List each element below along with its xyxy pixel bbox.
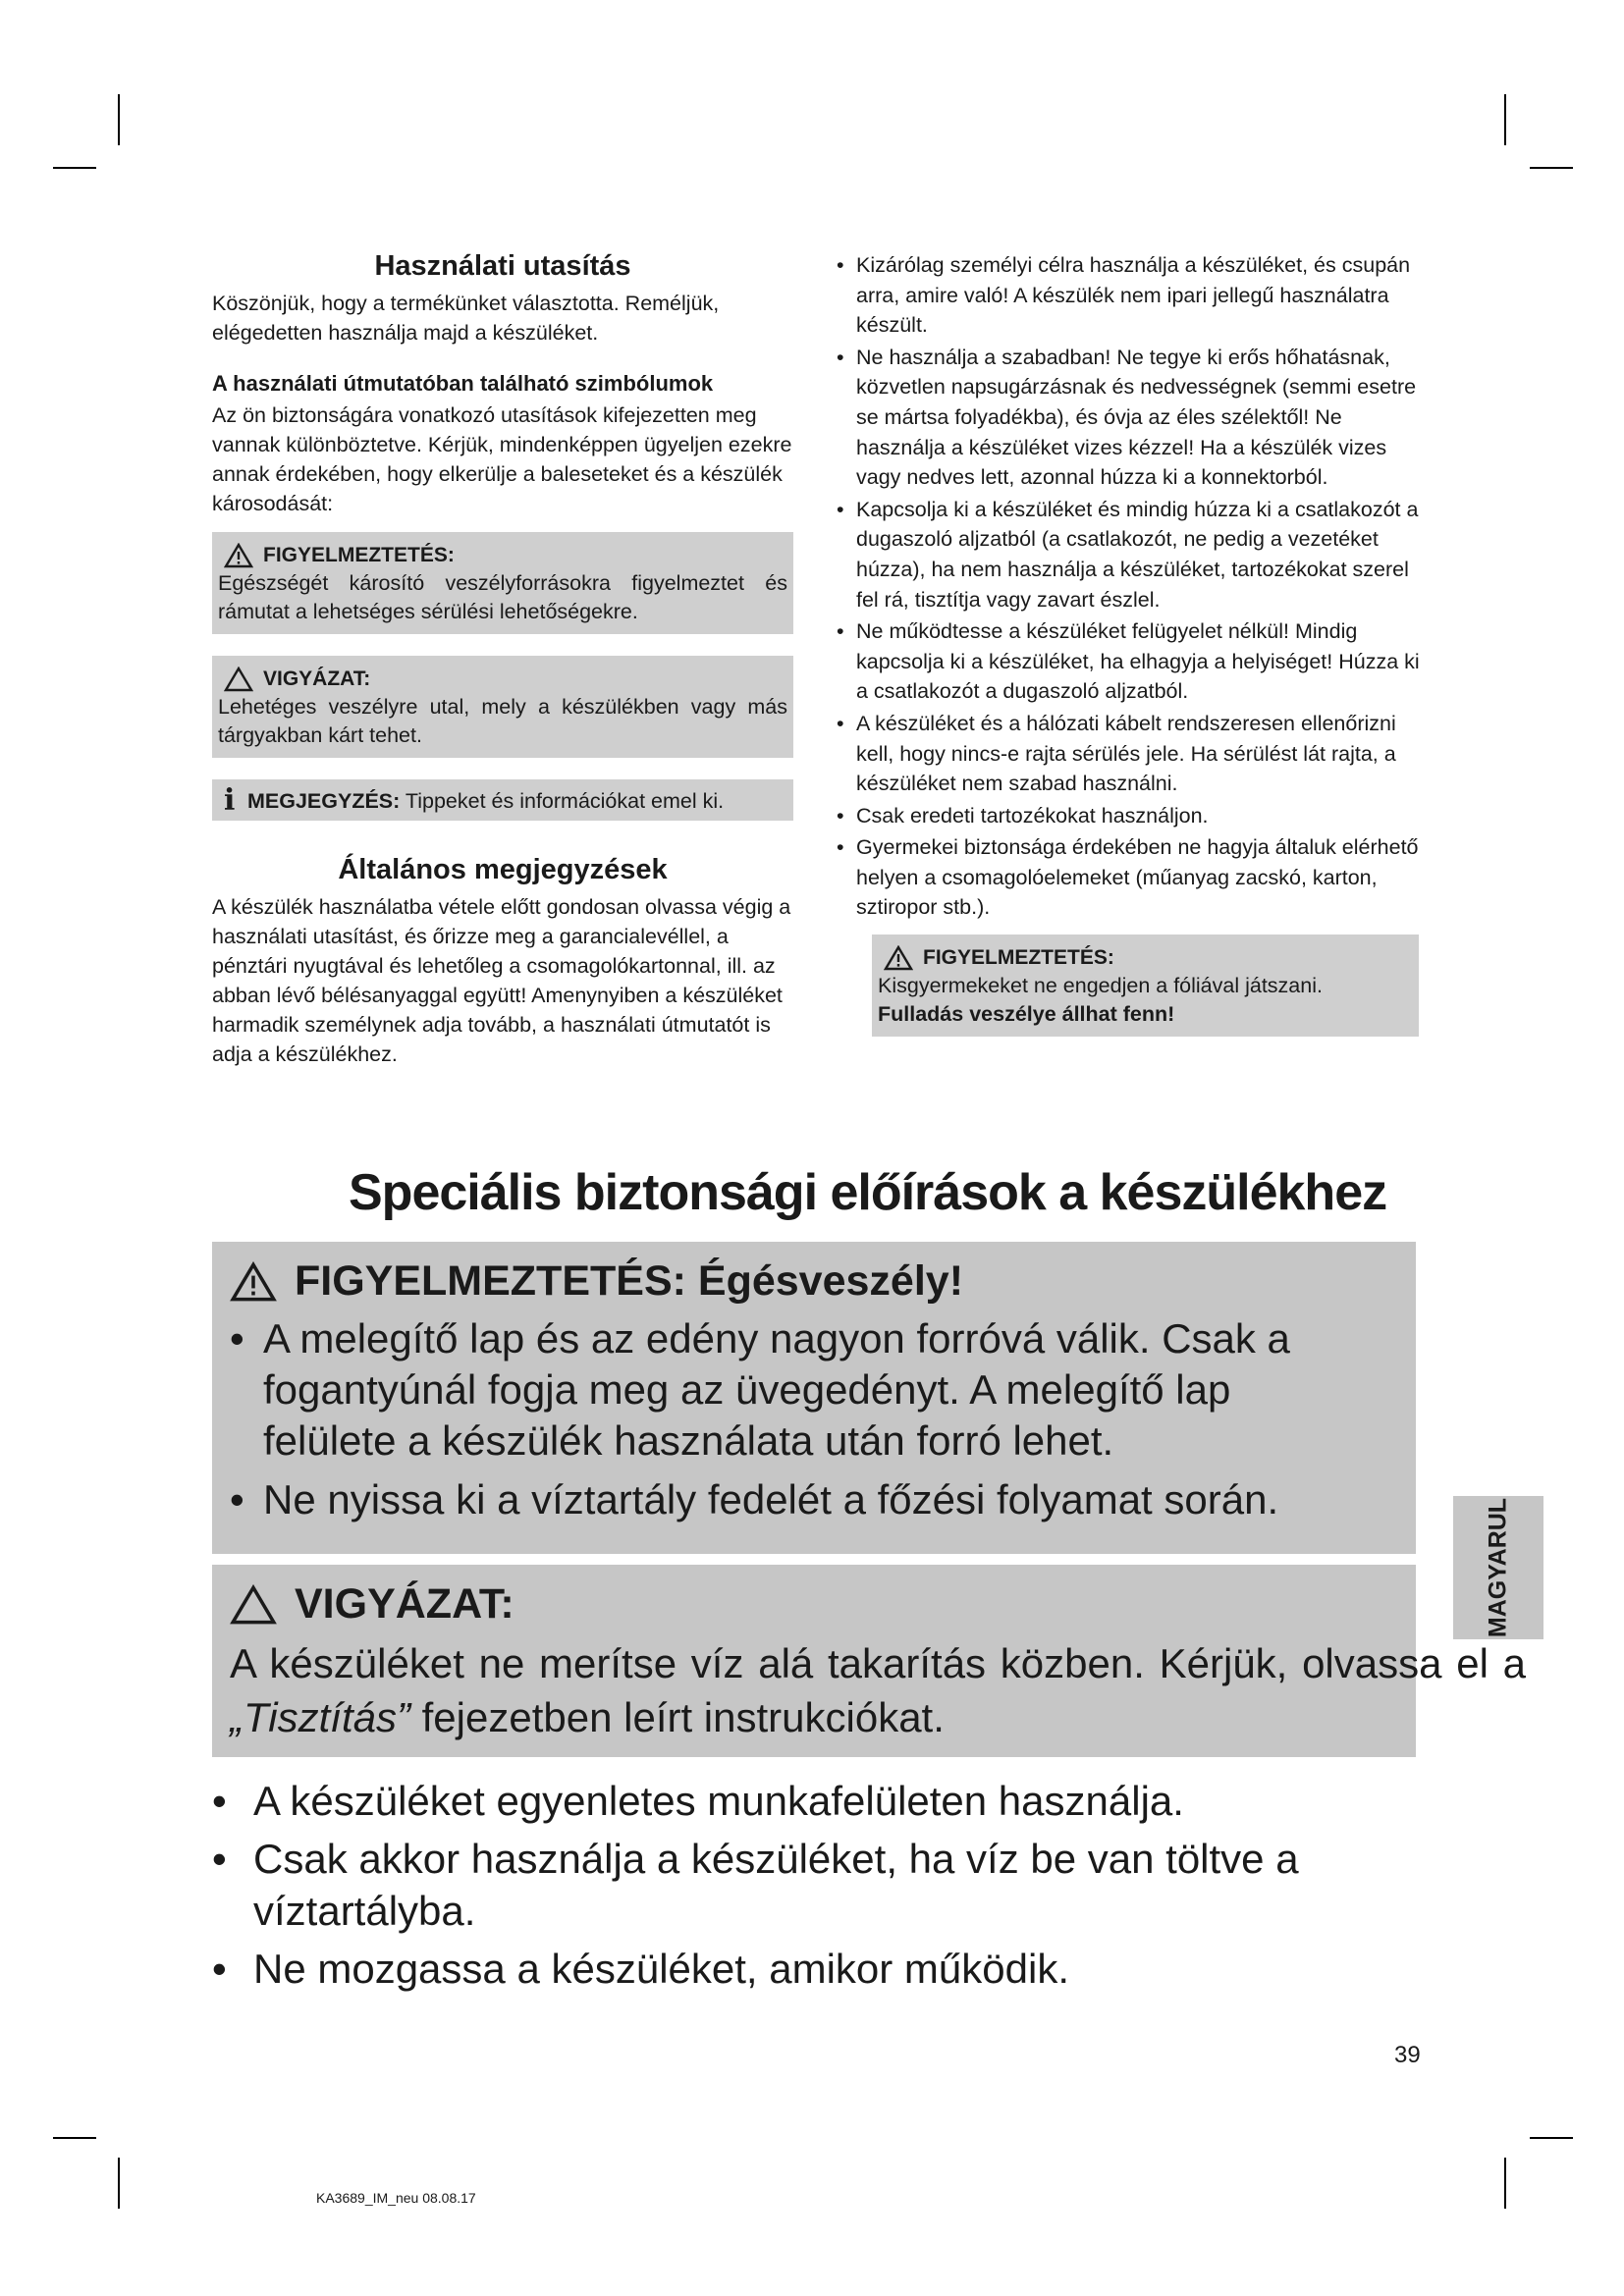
caution-text: Lehetéges veszélyre utal, mely a készülékben vagy más tárgyakban kárt tehet. xyxy=(218,695,787,747)
warning-triangle-icon xyxy=(224,543,253,568)
cleaning-caution-text: A készüléket ne merítse víz alá takarítás közben. Kérjük, olvassa el a „Tisztítás” fejezetben leírt instrukciókat. xyxy=(230,1640,1526,1740)
caution-triangle-icon xyxy=(230,1584,277,1626)
page-number: 39 xyxy=(1394,2042,1421,2068)
child-warning-emphasis: Fulladás veszélye állhat fenn! xyxy=(878,1002,1175,1027)
crop-mark xyxy=(1504,94,1506,145)
list-item: • Gyermekei biztonsága érdekében ne hagyja általuk elérhető helyen a csomagolóelemeket (műanyag zacskó, karton, sztiropor stb.). xyxy=(837,835,1419,920)
crop-mark xyxy=(53,2137,96,2139)
warning-triangle-icon xyxy=(230,1261,277,1303)
footer-code: KA3689_IM_neu 08.08.17 xyxy=(316,2190,476,2206)
note-text: Tippeket és információkat emel ki. xyxy=(400,789,725,813)
list-item: • Csak eredeti tartozékokat használjon. xyxy=(837,803,1209,828)
caution-box xyxy=(212,656,793,758)
warning-triangle-icon xyxy=(884,945,913,971)
list-item: • Kizárólag személyi célra használja a készüléket, és csupán arra, amire való! A készülék nem ipari jellegű használatra készült. xyxy=(837,253,1411,338)
crop-mark xyxy=(1530,2137,1573,2139)
language-tab-label: MAGYARUL xyxy=(1484,1497,1512,1638)
child-warning-text: Kisgyermekeket ne engedjen a fóliával játszani. xyxy=(878,974,1323,998)
crop-mark xyxy=(1530,167,1573,169)
caution-label: VIGYÁZAT: xyxy=(263,667,371,690)
left-column xyxy=(212,250,793,1069)
symbols-text: Az ön biztonságára vonatkozó utasítások kifejezetten meg vannak különböztetve. Kérjük, mindenképpen ügyeljen ezekre annak érdekében, hogy elkerülje a baleseteket és a készülék károsodását: xyxy=(212,403,792,515)
intro-text: Köszönjük, hogy a termékünket választotta. Reméljük, elégedetten használja majd a készüléket. xyxy=(212,292,720,345)
note-box xyxy=(212,779,793,821)
language-tab xyxy=(1453,1496,1543,1639)
warning-box xyxy=(212,532,793,634)
list-item: • Ne nyissa ki a víztartály fedelét a főzési folyamat során. xyxy=(230,1476,1279,1522)
list-item: • Ne működtesse a készüléket felügyelet nélkül! Mindig kapcsolja ki a készüléket, ha elhagyja a helyiséget! Húzza ki a csatlakozót a dugaszoló aljzatból. xyxy=(837,619,1420,704)
cleaning-caution-label: VIGYÁZAT: xyxy=(295,1580,514,1628)
warning-label: FIGYELMEZTETÉS: xyxy=(263,544,455,566)
warning-text: Egészségét károsító veszélyforrásokra figyelmeztet és rámutat a lehetséges sérülési lehetőségekre. xyxy=(218,571,787,623)
info-icon: i xyxy=(224,783,236,818)
list-item: • Kapcsolja ki a készüléket és mindig húzza ki a csatlakozót a dugaszoló aljzatból (a csatlakozót, ne pedig a vezetéket húzza), ha nem használja a készüléket, tartozékokat szerel fel rá, tisztítja vagy zavart észlel. xyxy=(837,497,1419,612)
list-item: • Ne mozgassa a készüléket, amikor működik. xyxy=(212,1946,1069,1992)
list-item: • A melegítő lap és az edény nagyon forróvá válik. Csak a fogantyúnál fogja meg az üvegedényt. A melegítő lap felülete a készülék használata után forró lehet. xyxy=(230,1315,1290,1464)
general-title: Általános megjegyzések xyxy=(338,854,668,885)
crop-mark xyxy=(1504,2158,1506,2209)
symbols-heading: A használati útmutatóban található szimbólumok xyxy=(212,371,714,396)
special-title: Speciális biztonsági előírások a készülékhez xyxy=(349,1164,1387,1221)
safety-list xyxy=(831,250,1420,923)
crop-mark xyxy=(118,2158,120,2209)
right-column xyxy=(831,250,1420,1037)
note-label: MEGJEGYZÉS: xyxy=(247,789,401,813)
fire-warning-label: FIGYELMEZTETÉS: Égésveszély! xyxy=(295,1257,964,1305)
general-text: A készülék használatba vétele előtt gondosan olvassa végig a használati utasítást, és őrizze meg a garancialevéllel, a pénztári nyugtával és lehetőleg a csomagolókartonnal, ill. az abban lévő bélésanyaggal együtt! Amenynyiben a készüléket harmadik személynek adja tovább, a használati útmutatót is adja a készülékhez. xyxy=(212,895,791,1066)
list-item: • Ne használja a szabadban! Ne tegye ki erős hőhatásnak, közvetlen napsugárzásnak és nedvességnek (semmi esetre se mártsa folyadékba), és óvja az éles szélektől! Ne használja a készüléket vizes kézzel! Ha a készülék vizes vagy nedves lett, azonnal húzza ki a konnektorból. xyxy=(837,345,1417,490)
fire-warning-box xyxy=(212,1242,1416,1554)
crop-mark xyxy=(53,167,96,169)
usage-list xyxy=(210,1775,1432,2001)
child-warning-box xyxy=(872,934,1419,1037)
list-item: • Csak akkor használja a készüléket, ha víz be van töltve a víztartályba. xyxy=(212,1836,1299,1934)
child-warning-label: FIGYELMEZTETÉS: xyxy=(923,946,1114,970)
crop-mark xyxy=(118,94,120,145)
list-item: • A készüléket egyenletes munkafelületen használja. xyxy=(212,1778,1184,1824)
list-item: • A készüléket és a hálózati kábelt rendszeresen ellenőrizni kell, hogy nincs-e rajta sérülés jele. Ha sérülést lát rajta, a készüléket nem szabad használni. xyxy=(837,711,1396,796)
caution-triangle-icon xyxy=(224,667,253,692)
page-title: Használati utasítás xyxy=(374,250,631,282)
